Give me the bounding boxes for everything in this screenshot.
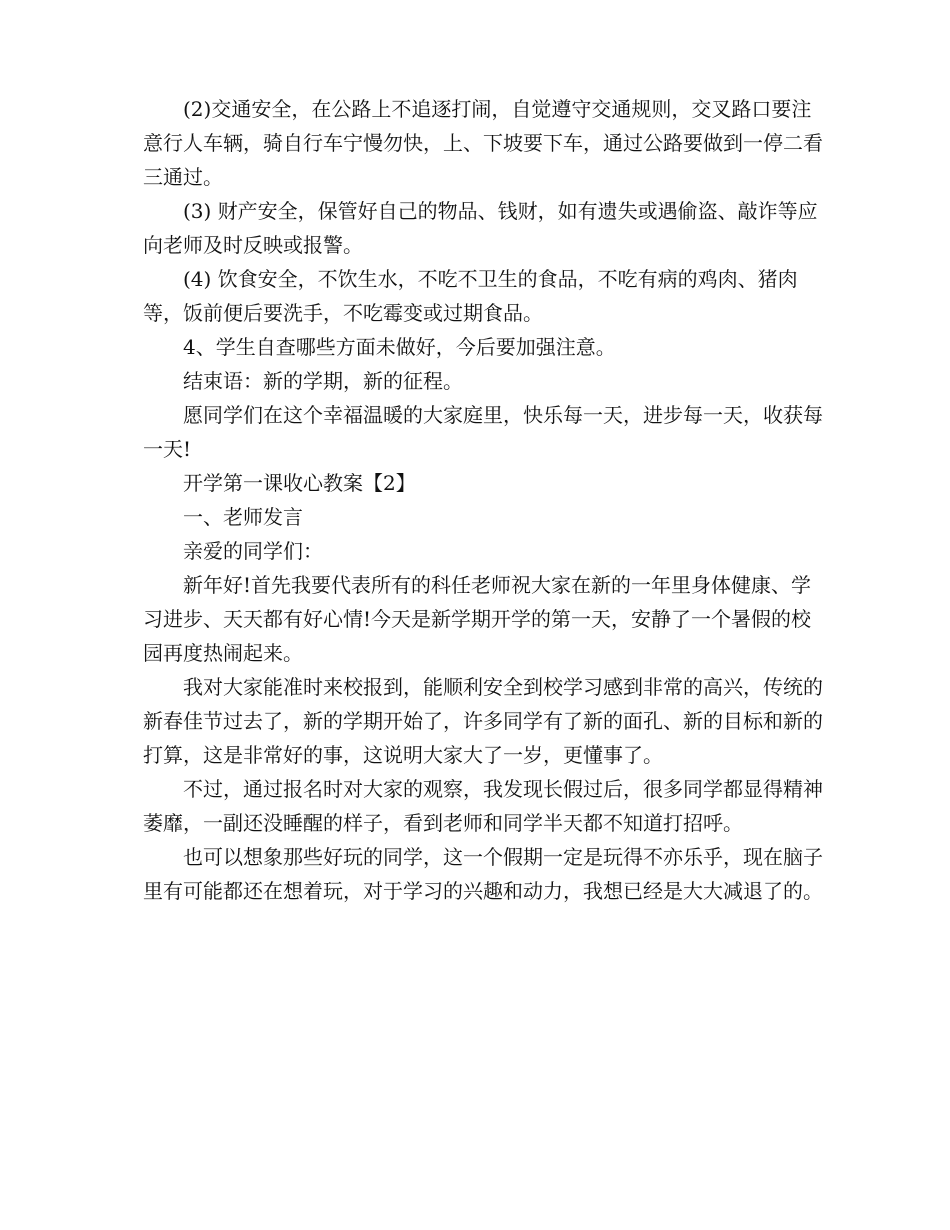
paragraph-observation: 不过，通过报名时对大家的观察，我发现长假过后，很多同学都显得精神萎靡，一副还没睡醒的样子，看到老师和同学半天都不知道打招呼。 — [143, 777, 823, 835]
document-body — [143, 92, 823, 908]
paragraph-self-check: 4、学生自查哪些方面未做好，今后要加强注意。 — [183, 335, 616, 359]
paragraph-closing: 结束语：新的学期，新的征程。 — [183, 369, 463, 393]
paragraph-welcome: 我对大家能准时来校报到，能顺利安全到校学习感到非常的高兴，传统的新春佳节过去了，新的学期开始了，许多同学有了新的面孔、新的目标和新的打算，这是非常好的事，这说明大家大了一岁，更懂事了。 — [143, 675, 823, 767]
paragraph-food-safety: (4) 饮食安全，不饮生水，不吃不卫生的食品，不吃有病的鸡肉、猪肉等，饭前便后要洗手，不吃霉变或过期食品。 — [143, 267, 798, 325]
salutation: 亲爱的同学们： — [183, 539, 323, 563]
paragraph-holiday: 也可以想象那些好玩的同学，这一个假期一定是玩得不亦乐乎，现在脑子里有可能都还在想着玩，对于学习的兴趣和动力，我想已经是大大减退了的。 — [143, 845, 823, 903]
paragraph-property-safety: (3) 财产安全，保管好自己的物品、钱财，如有遗失或遇偷盗、敲诈等应向老师及时反映或报警。 — [143, 199, 818, 257]
section-heading: 一、老师发言 — [183, 505, 303, 529]
paragraph-wishes: 愿同学们在这个幸福温暖的大家庭里，快乐每一天，进步每一天，收获每一天! — [143, 403, 823, 461]
paragraph-traffic-safety: (2)交通安全，在公路上不追逐打闹，自觉遵守交通规则，交叉路口要注意行人车辆，骑自行车宁慢勿快，上、下坡要下车，通过公路要做到一停二看三通过。 — [143, 97, 823, 189]
section-title: 开学第一课收心教案【2】 — [183, 471, 416, 495]
paragraph-greeting: 新年好!首先我要代表所有的科任老师祝大家在新的一年里身体健康、学习进步、天天都有好心情!今天是新学期开学的第一天，安静了一个暑假的校园再度热闹起来。 — [143, 573, 812, 665]
